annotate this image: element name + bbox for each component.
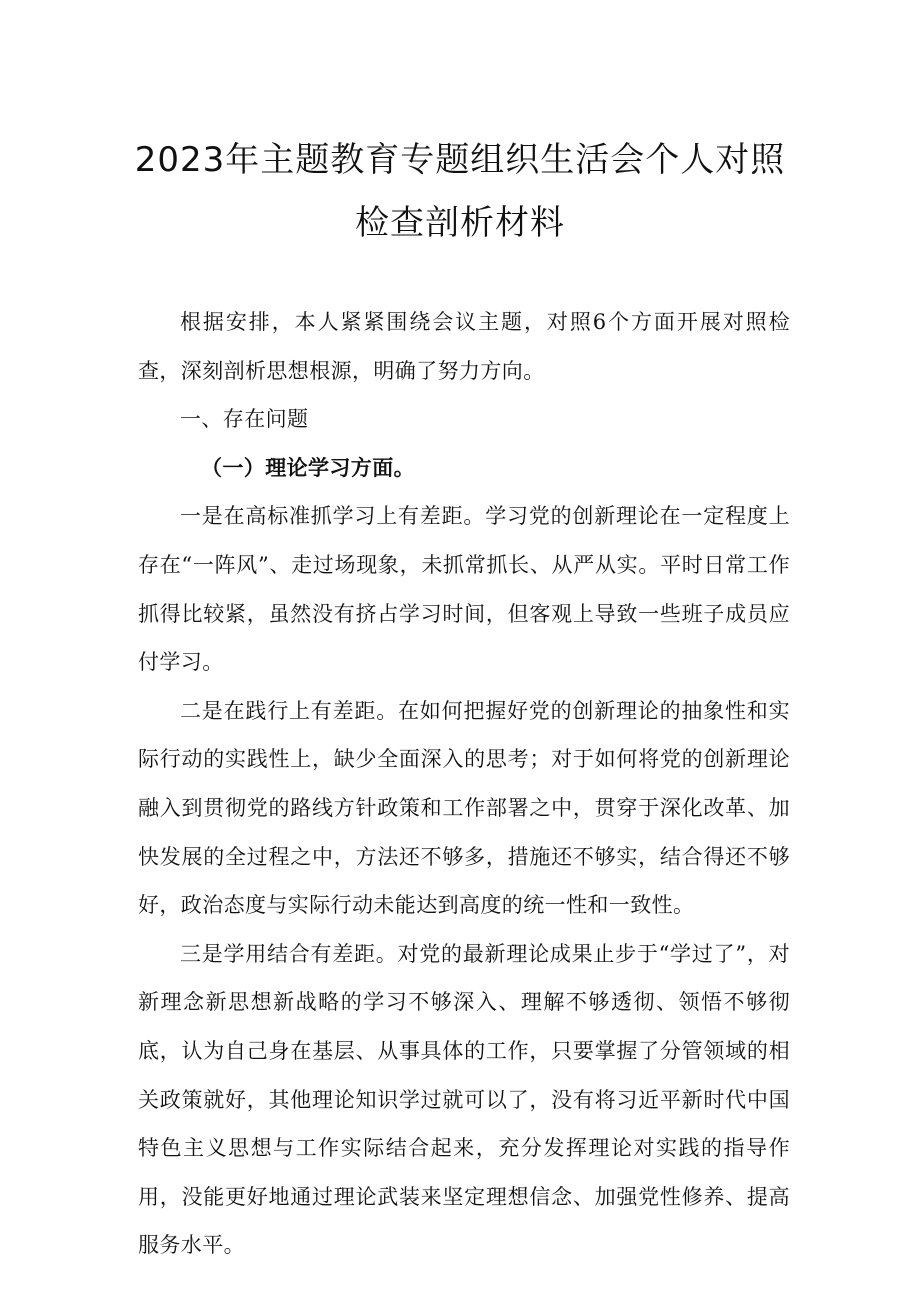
document-title-line-2: 检查剖析材料 <box>355 203 565 243</box>
section-heading-problems: 一、存在问题 <box>180 407 309 432</box>
paragraph-point-1: 一是在高标准抓学习上有差距。学习党的创新理论在一定程度上存在“一阵风”、走过场现象，未抓常抓长、从严从实。平时日常工作抓得比较紧，虽然没有挤占学习时间，但客观上导致一些班子成员应付学习。 <box>138 504 790 675</box>
paragraph-point-3: 三是学用结合有差距。对党的最新理论成果止步于“学过了”，对新理念新思想新战略的学习不够深入、理解不够透彻、领悟不够彻底，认为自己身在基层、从事具体的工作，只要掌握了分管领域的相关政策就好，其他理论知识学过就可以了，没有将习近平新时代中国特色主义思想与工作实际结合起来，充分发挥理论对实践的指导作用，没能更好地通过理论武装来坚定理想信念、加强党性修养、提高服务水平。 <box>138 941 790 1258</box>
intro-paragraph: 根据安排，本人紧紧围绕会议主题，对照6个方面开展对照检查，深刻剖析思想根源，明确了努力方向。 <box>138 310 790 383</box>
document-title-line-1: 2023年主题教育专题组织生活会个人对照 <box>134 140 786 180</box>
subsection-heading-theory-study: （一）理论学习方面。 <box>201 455 415 480</box>
document-body <box>138 298 790 1270</box>
paragraph-point-2: 二是在践行上有差距。在如何把握好党的创新理论的抽象性和实际行动的实践性上，缺少全面深入的思考；对于如何将党的创新理论融入到贯彻党的路线方针政策和工作部署之中，贯穿于深化改革、加快发展的全过程之中，方法还不够多，措施还不够实，结合得还不够好，政治态度与实际行动未能达到高度的统一性和一致性。 <box>138 698 790 918</box>
